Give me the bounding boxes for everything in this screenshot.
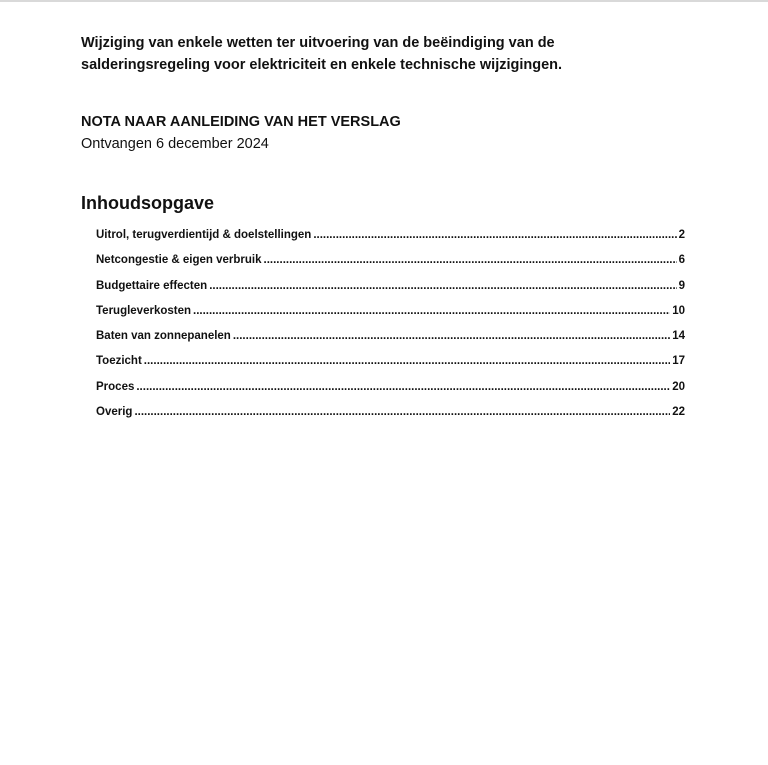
toc-entry-page: 6 — [678, 254, 685, 267]
toc-entry-page: 10 — [672, 304, 685, 317]
document-title-line: Wijziging van enkele wetten ter uitvoering van de beëindiging van de — [81, 35, 555, 51]
toc-entry[interactable] — [96, 355, 685, 380]
nota-title: NOTA NAAR AANLEIDING VAN HET VERSLAG — [81, 114, 401, 130]
toc-entry-page: 20 — [672, 380, 685, 393]
toc-entry[interactable] — [96, 254, 685, 279]
table-of-contents — [96, 229, 685, 431]
toc-dot-leader — [144, 355, 670, 367]
toc-entry-page: 2 — [678, 229, 685, 241]
toc-entry-page: 9 — [678, 279, 685, 292]
document-title-line: salderingsregeling voor elektriciteit en enkele technische wijzigingen. — [81, 57, 563, 73]
toc-dot-leader — [264, 254, 677, 266]
received-date: Ontvangen 6 december 2024 — [81, 136, 269, 152]
toc-entry-label: Netcongestie & eigen verbruik — [96, 254, 262, 267]
toc-dot-leader — [233, 330, 670, 342]
toc-dot-leader — [193, 305, 670, 317]
toc-entry-page: 22 — [672, 406, 685, 419]
document-title — [81, 32, 686, 76]
toc-entry-page: 14 — [672, 330, 685, 343]
toc-dot-leader — [136, 381, 670, 393]
toc-dot-leader — [209, 280, 676, 292]
toc-entry[interactable] — [96, 229, 685, 254]
toc-entry[interactable] — [96, 305, 685, 330]
toc-entry-label: Baten van zonnepanelen — [96, 330, 231, 343]
toc-entry-label: Proces — [96, 380, 135, 393]
toc-dot-leader — [313, 229, 676, 241]
toc-entry-label: Uitrol, terugverdientijd & doelstellingen — [96, 229, 312, 241]
toc-entry-label: Overig — [96, 406, 133, 419]
page-top-border — [0, 0, 768, 2]
toc-entry[interactable] — [96, 381, 685, 406]
toc-entry[interactable] — [96, 406, 685, 431]
toc-entry-label: Budgettaire effecten — [96, 279, 208, 292]
document-page — [81, 32, 686, 431]
toc-heading: Inhoudsopgave — [81, 193, 215, 213]
toc-entry[interactable] — [96, 280, 685, 305]
toc-entry-page: 17 — [672, 355, 685, 368]
toc-entry[interactable] — [96, 330, 685, 355]
toc-entry-label: Terugleverkosten — [96, 304, 192, 317]
toc-dot-leader — [134, 406, 670, 418]
toc-entry-label: Toezicht — [96, 355, 142, 368]
